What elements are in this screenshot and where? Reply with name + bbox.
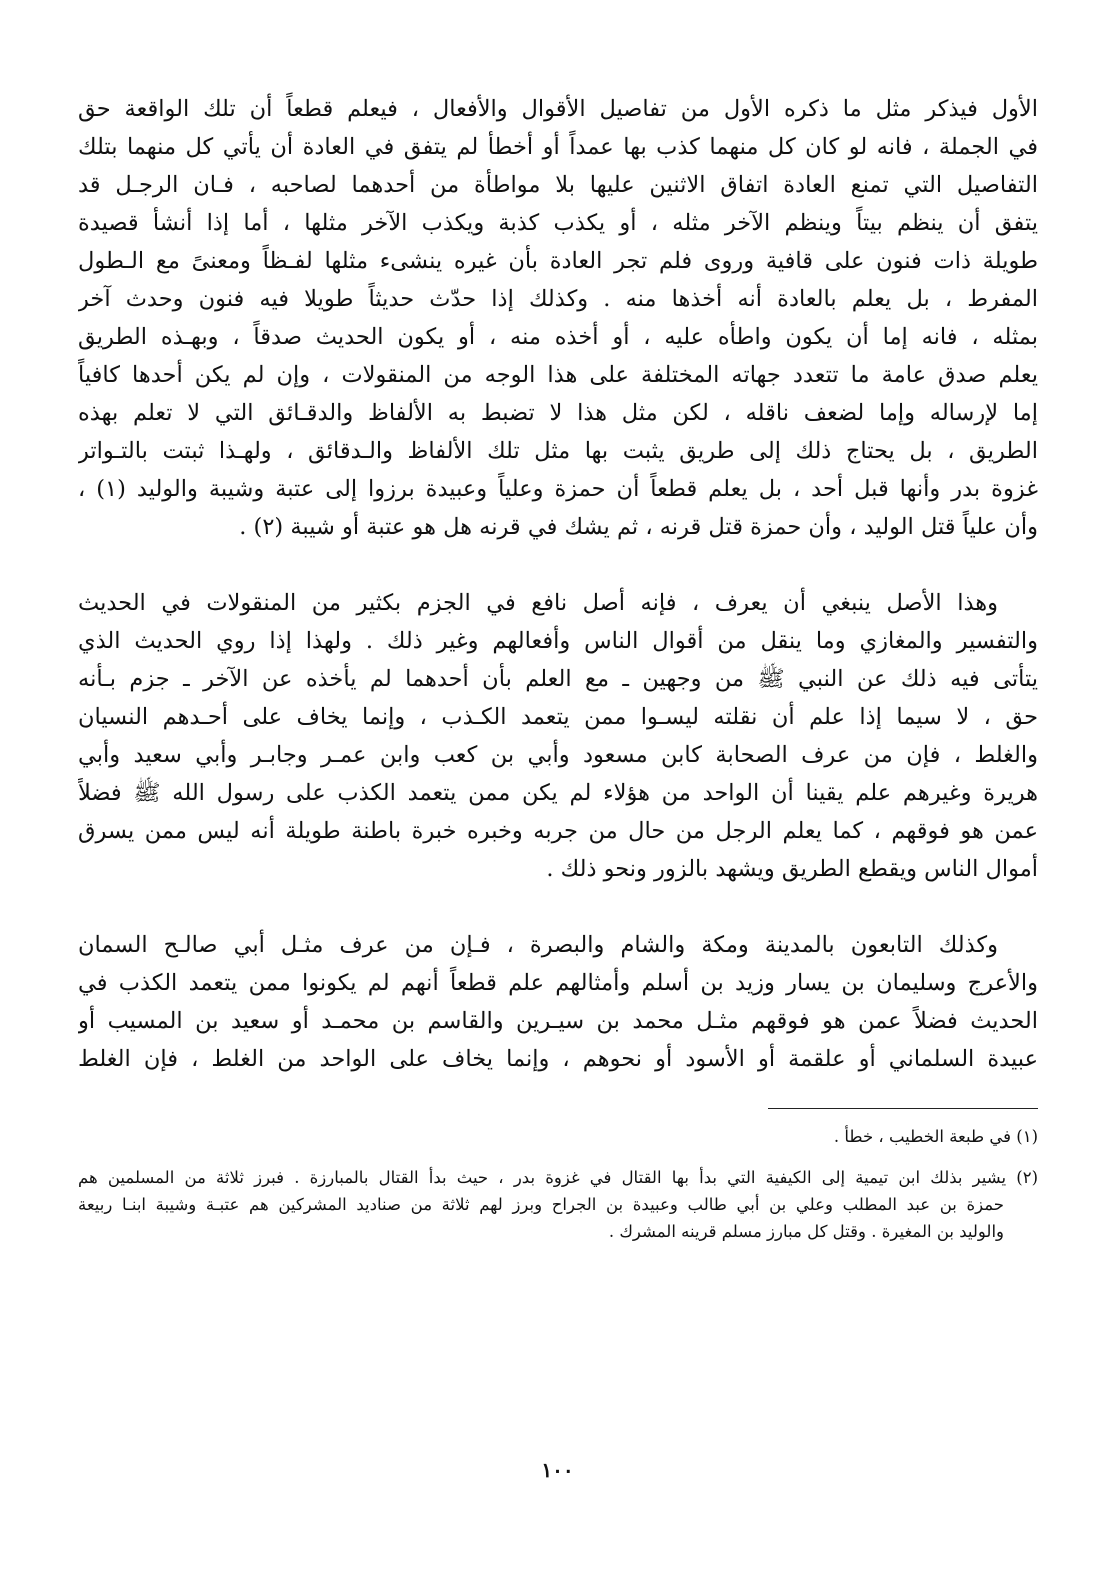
- text-line: عمن هو فوقهم ، كما يعلم الرجل من حال من جربه وخبره خبرة باطنة طويلة أنه ليس ممن يسرق: [78, 818, 1038, 844]
- footnote-2-line: حمزة بن عبد المطلب وعلي بن أبي طالب وعبيدة بن الجراح وبرز لهم ثلاثة من صناديد المشركين هم عتبـة وشيبة ابنـا ربيعة: [78, 1195, 1004, 1214]
- paragraph-2: [78, 584, 1038, 888]
- text-line: الأول فيذكر مثل ما ذكره الأول من تفاصيل الأقوال والأفعال ، فيعلم قطعاً أن تلك الواقعة حق: [78, 96, 1038, 122]
- footnote-separator: [768, 1108, 1038, 1109]
- text-line: الحديث فضلاً عمن هو فوقهم مثـل محمد بن سيـرين والقاسم بن محمـد أو سعيد بن المسيب أو: [78, 1008, 1038, 1034]
- footnote-2-line: والوليد بن المغيرة . وقتل كل مبارز مسلم قرينه المشرك .: [608, 1222, 1004, 1241]
- text-line: والغلط ، فإن من عرف الصحابة كابن مسعود وأبي بن كعب وابن عمـر وجابـر وأبي سعيد وأبي: [78, 742, 1038, 768]
- footnotes: [78, 1123, 1038, 1245]
- footnote-spacer: [78, 1150, 1038, 1164]
- text-line: يعلم صدق عامة ما تتعدد جهاته المختلفة على هذا الوجه من المنقولات ، وإن لم يكن أحدها كافياً: [78, 362, 1038, 388]
- text-line: إما لإرساله وإما لضعف ناقله ، لكن مثل هذا لا تضبط به الألفاظ والدقـائق التي لا تعلم بهذه: [78, 400, 1038, 426]
- paragraph-3: [78, 926, 1038, 1078]
- text-line: الطريق ، بل يحتاج ذلك إلى طريق يثبت بها مثل تلك الألفاظ والـدقائق ، ولهـذا ثبتت بالتـواتر: [78, 438, 1038, 464]
- text-line: حق ، لا سيما إذا علم أن نقلته ليسـوا ممن يتعمد الكـذب ، وإنما يخاف على أحـدهم النسيان: [78, 704, 1038, 730]
- paragraph-spacer: [78, 546, 1038, 584]
- paragraph-1: [78, 90, 1038, 546]
- text-line: طويلة ذات فنون على قافية وروى فلم تجر العادة بأن غيره ينشىء مثلها لفـظاً ومعنىً مع الـطول: [78, 248, 1038, 274]
- text-line: والأعرج وسليمان بن يسار وزيد بن أسلم وأمثالهم علم قطعاً أنهم لم يكونوا ممن يتعمد الكذب في: [78, 970, 1038, 996]
- text-line: التفاصيل التي تمنع العادة اتفاق الاثنين عليها بلا مواطأة من أحدهما لصاحبه ، فـان الرجـل قد: [78, 172, 1038, 198]
- text-line: هريرة وغيرهم علم يقينا أن الواحد من هؤلاء لم يكن ممن يتعمد الكذب على رسول الله ﷺ فضلاً: [78, 780, 1038, 806]
- paragraph-spacer: [78, 888, 1038, 926]
- text-line: وهذا الأصل ينبغي أن يعرف ، فإنه أصل نافع في الجزم بكثير من المنقولات في الحديث: [78, 590, 998, 616]
- page-content: [78, 90, 1038, 1530]
- text-line: وأن علياً قتل الوليد ، وأن حمزة قتل قرنه ، ثم يشك في قرنه هل هو عتبة أو شيبة (٢) .: [239, 514, 1038, 540]
- text-line: وكذلك التابعون بالمدينة ومكة والشام والبصرة ، فـإن من عرف مثـل أبي صالـح السمان: [78, 932, 998, 958]
- text-line: يتأتى فيه ذلك عن النبي ﷺ من وجهين ـ مع العلم بأن أحدهما لم يأخذه عن الآخر ـ جزم بـأنه: [78, 666, 1038, 692]
- text-line: غزوة بدر وأنها قبل أحد ، بل يعلم قطعاً أن حمزة وعلياً وعبيدة برزوا إلى عتبة وشيبة والوليد (١) ،: [78, 476, 1038, 502]
- footnote-2-line: (٢) يشير بذلك ابن تيمية إلى الكيفية التي بدأ بها القتال في غزوة بدر ، حيث بدأ القتال بالمبارزة . فبرز ثلاثة من المسلمين هم: [78, 1168, 1038, 1187]
- text-line: يتفق أن ينظم بيتاً وينظم الآخر مثله ، أو يكذب كذبة ويكذب الآخر مثلها ، أما إذا أنشأ قصيدة: [78, 210, 1038, 236]
- text-line: في الجملة ، فانه لو كان كل منهما كذب بها عمداً أو أخطأ لم يتفق في العادة أن يأتي كل منهما بتلك: [78, 134, 1038, 160]
- text-line: بمثله ، فانه إما أن يكون واطأه عليه ، أو أخذه منه ، أو يكون الحديث صدقاً ، وبهـذه الطريق: [78, 324, 1038, 350]
- page-number: ١٠٠: [541, 1458, 574, 1482]
- text-line: والتفسير والمغازي وما ينقل من أقوال الناس وأفعالهم وغير ذلك . ولهذا إذا روي الحديث الذي: [78, 628, 1038, 654]
- text-line: عبيدة السلماني أو علقمة أو الأسود أو نحوهم ، وإنما يخاف على الواحد من الغلط ، فإن الغلط: [78, 1046, 1038, 1072]
- footnote-1: (١) في طبعة الخطيب ، خطأ .: [833, 1127, 1038, 1146]
- text-line: أموال الناس ويقطع الطريق ويشهد بالزور ونحو ذلك .: [546, 856, 1038, 882]
- text-line: المفرط ، بل يعلم بالعادة أنه أخذها منه . وكذلك إذا حدّث حديثاً طويلا فيه فنون وحدث آخر: [78, 286, 1038, 312]
